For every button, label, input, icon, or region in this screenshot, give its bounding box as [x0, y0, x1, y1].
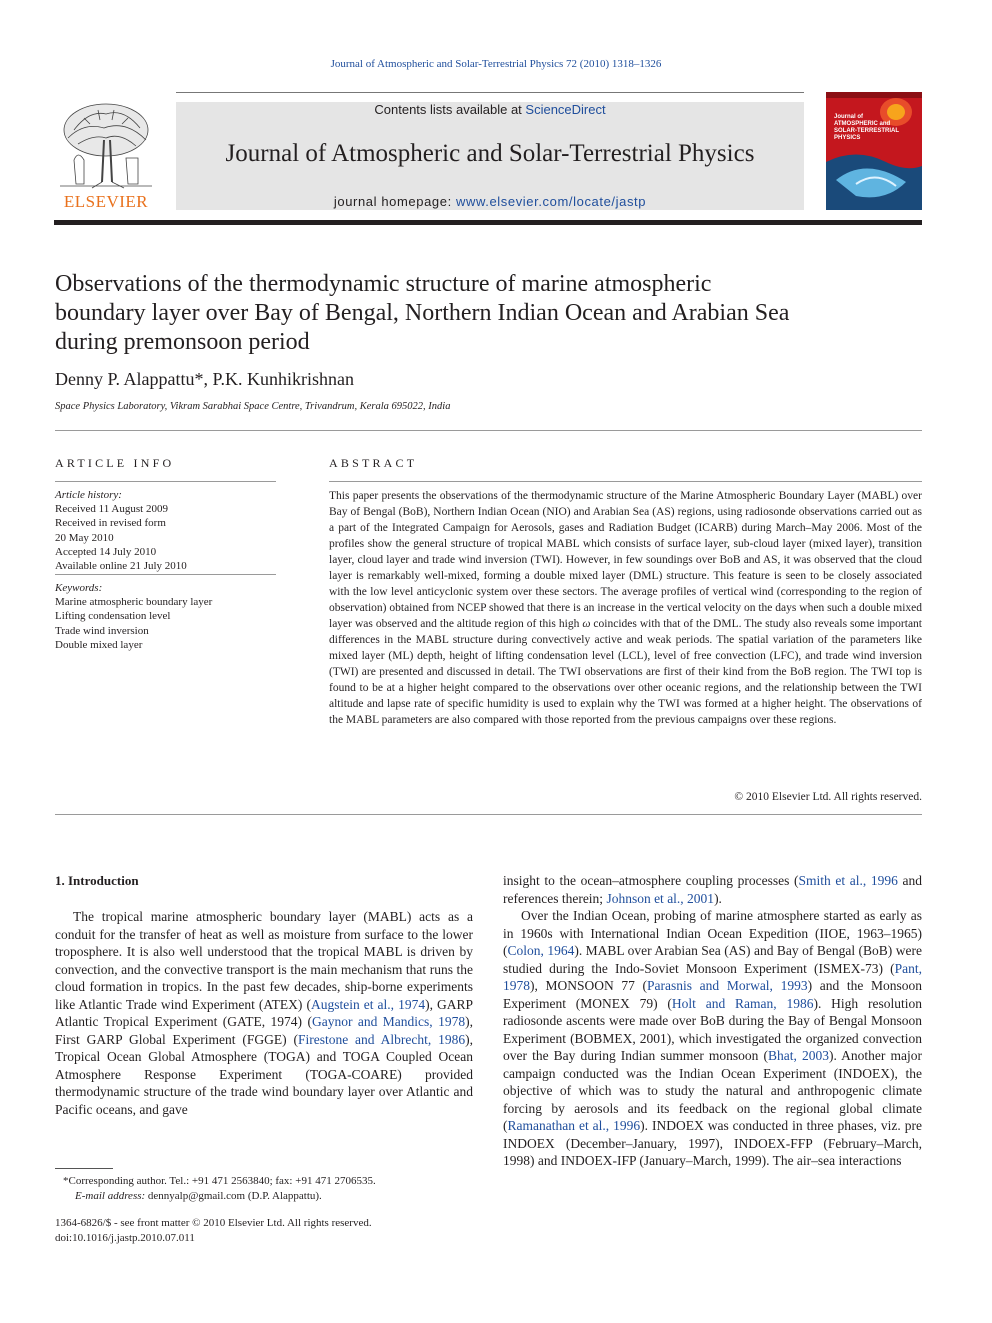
history-heading: Article history:	[55, 489, 122, 501]
omega-symbol: ω	[582, 618, 591, 630]
history-item: 20 May 2010	[55, 531, 114, 544]
paragraph-text: Over the Indian Ocean, probing of marine atmosphere started as early as in 1960s with International Indian Ocean Expedition (IIOE, 1963–1965) (	[503, 908, 922, 958]
divider	[55, 430, 922, 431]
paragraph	[503, 907, 922, 1170]
paragraph	[55, 908, 473, 1118]
email-label: E-mail address:	[75, 1189, 146, 1202]
citation-link[interactable]: Colon, 1964	[507, 943, 575, 958]
citation-link[interactable]: Bhat, 2003	[768, 1048, 829, 1063]
contents-prefix: Contents lists available at	[374, 102, 526, 117]
divider	[55, 481, 276, 482]
paragraph-text: The tropical marine atmospheric boundary layer (MABL) acts as a conduit for the transfer of heat as well as moisture from surface to the lower troposphere. It is also well understood that the tropical MABL is driven by convection, and the convective transport is the main mechanism that runs the cloud formation in tropics. In the past few decades, ship-borne experiments like Atlantic Trade wind Experiment (ATEX) (	[55, 909, 473, 1012]
elsevier-tree-icon	[54, 100, 158, 190]
history-item: Received in revised form	[55, 517, 166, 530]
citation-link[interactable]: Smith et al., 1996	[798, 873, 898, 888]
elsevier-wordmark: ELSEVIER	[63, 192, 149, 211]
abstract-body	[329, 488, 922, 728]
front-matter	[55, 1216, 372, 1245]
paragraph-text: insight to the ocean–atmosphere coupling processes (	[503, 873, 799, 888]
sciencedirect-link[interactable]: ScienceDirect	[525, 102, 606, 117]
footnote	[55, 1174, 475, 1203]
journal-cover[interactable]	[826, 92, 922, 210]
body-right-column	[503, 872, 922, 1170]
paragraph	[503, 872, 922, 907]
cover-art-icon	[826, 92, 922, 210]
history-item: Accepted 14 July 2010	[55, 545, 157, 558]
citation-link[interactable]: Johnson et al., 2001	[606, 890, 715, 906]
citation-link[interactable]: Parasnis and Morwal, 1993	[647, 978, 808, 993]
email-address[interactable]: dennyalp@gmail.com (D.P. Alappattu).	[145, 1189, 322, 1202]
issn-line: 1364-6826/$ - see front matter © 2010 Elsevier Ltd. All rights reserved.	[55, 1217, 372, 1229]
corresponding-note	[55, 1174, 475, 1189]
keyword: Marine atmospheric boundary layer	[55, 596, 213, 609]
title-line: during premonsoon period	[55, 329, 310, 355]
abstract-label: ABSTRACT	[329, 456, 418, 470]
elsevier-logo[interactable]	[54, 100, 158, 212]
keyword: Double mixed layer	[55, 638, 143, 651]
author-separator: ,	[203, 369, 213, 389]
footnote-rule	[55, 1168, 113, 1169]
paragraph-text: ).	[714, 890, 722, 906]
title-line: boundary layer over Bay of Bengal, Northern Indian Ocean and Arabian Sea	[55, 300, 790, 326]
abstract-copyright: © 2010 Elsevier Ltd. All rights reserved.	[734, 791, 922, 803]
section-heading: 1. Introduction	[55, 873, 139, 888]
keywords-heading: Keywords:	[55, 582, 103, 594]
keyword: Trade wind inversion	[55, 624, 149, 637]
affiliation: Space Physics Laboratory, Vikram Sarabhai Space Centre, Trivandrum, Kerala 695022, India	[55, 401, 451, 412]
cover-title-line: ATMOSPHERIC and	[834, 120, 891, 127]
history-item: Received 11 August 2009	[55, 503, 168, 516]
abstract-text: This paper presents the observations of the thermodynamic structure of the Marine Atmospheric Boundary Layer (MABL) over Bay of Bengal (BoB), Northern Indian Ocean (NIO) and Arabian Sea (AS) regions, using radiosonde observations carried out as a part of the Integrated Campaign for Aerosols, gases and Radiation Budget (ICARB) during March–May 2006. Most of the profiles show the general structure of tropical MABL which consists of surface layer, sub-cloud layer (mixed layer), transition layer, cloud layer and trade wind inversion (TWI). However, in few soundings over BoB and AS, it was observed that the cloud layer is remarkably well-mixed, forming a double mixed layer (DML) structure. This feature is seen to be closely associated with the low level anticyclonic system over these sectors. The average profiles of vertical wind (corresponding to the region of observation) obtained from NCEP showed that there is an increase in the vertical velocity on the days when such a double mixed layer was observed and the altitude region of this high	[329, 490, 922, 630]
doi-link[interactable]: doi:10.1016/j.jastp.2010.07.011	[55, 1231, 195, 1244]
author-name[interactable]: Denny P. Alappattu	[55, 369, 195, 389]
homepage-prefix: journal homepage:	[333, 194, 456, 209]
citation-link[interactable]: Gaynor and Mandics, 1978	[311, 1014, 466, 1029]
banner-rule	[176, 92, 804, 93]
citation-link[interactable]: Ramanathan et al., 1996	[507, 1118, 641, 1133]
running-head[interactable]: Journal of Atmospheric and Solar-Terrestrial Physics 72 (2010) 1318–1326	[330, 58, 662, 70]
homepage-line	[176, 194, 804, 209]
article-history	[55, 488, 276, 573]
cover-title-line: PHYSICS	[834, 134, 861, 141]
citation-link[interactable]: Holt and Raman, 1986	[671, 995, 814, 1011]
journal-title: Journal of Atmospheric and Solar-Terrestrial Physics	[225, 140, 755, 167]
corresponding-text: Corresponding author. Tel.: +91 471 2563840; fax: +91 471 2706535.	[68, 1175, 376, 1187]
contents-line	[176, 102, 804, 117]
abstract-text: coincides with that of the DML. The study also reveals some important differences in the MABL structure during convectively active and weak periods. The spatial variation of the parameters like mixed layer (ML) depth, height of lifting condensation level (LCL), level of free convection (LFC), and trade wind inversion (TWI) are presented and discussed in detail. The TWI observations are first of their kind from the BoB region. The TWI top is found to be at a higher height compared to the observations over other oceanic regions, and the relationship between the TWI altitude and lapse rate of specific humidity is used to explain why the TWI was formed at a higher height. The observations of the MABL parameters are also compared with those reported from the previous campaigns over these regions.	[329, 618, 922, 726]
body-left-column	[55, 908, 473, 1118]
divider	[329, 481, 922, 482]
cover-title-line: Journal of	[834, 114, 864, 120]
paragraph-text: ). High resolution radiosonde ascents were made over BoB during the Bay of Bengal Monsoon Experiment (BOBMEX, 2001), which investigated the organized convection over the Bay during Indian summer monsoon (	[503, 995, 922, 1063]
paragraph-text: ) and the Monsoon Experiment (MONEX 79) (	[503, 978, 922, 1011]
paragraph-text: ). Another major campaign conducted was the Indian Ocean Experiment (INDOEX), the objective of which was to study the natural and anthropogenic climate forcing by aerosols and its feedback on the regional global climate (	[503, 1048, 922, 1133]
keywords	[55, 581, 276, 652]
paragraph-text: ), First GARP Global Experiment (FGGE) (	[55, 1014, 473, 1047]
footnote-mark: *	[63, 1175, 69, 1187]
citation-link[interactable]: Firestone and Albrecht, 1986	[297, 1031, 466, 1047]
article-title	[55, 270, 925, 357]
paragraph-text: ). INDOEX was conducted in three phases, viz. pre INDOEX (December–January, 1997), INDOEX-FFP (February–March, 1998) and INDOEX-IFP (January–March, 1999). The air–sea interactions	[503, 1118, 922, 1168]
divider	[55, 814, 922, 815]
keyword: Lifting condensation level	[55, 610, 171, 623]
authors	[55, 369, 354, 390]
cover-title-line: SOLAR-TERRESTRIAL	[834, 127, 899, 134]
paragraph-text: ). MABL over Arabian Sea (AS) and Bay of Bengal (BoB) were studied during the Indo-Soviet Monsoon Experiment (ISMEX-73) (	[503, 943, 922, 976]
history-item: Available online 21 July 2010	[55, 560, 187, 573]
citation-link[interactable]: Augstein et al., 1974	[310, 996, 426, 1012]
author-name[interactable]: P.K. Kunhikrishnan	[212, 369, 355, 389]
paragraph-text: and references therein;	[503, 873, 922, 906]
divider	[55, 574, 276, 575]
homepage-link[interactable]: www.elsevier.com/locate/jastp	[456, 194, 647, 209]
citation-link[interactable]: Pant, 1978	[503, 960, 922, 993]
cover-title	[834, 114, 914, 142]
header-rule	[54, 220, 922, 225]
corresponding-mark[interactable]: *	[194, 369, 204, 389]
journal-banner	[176, 102, 804, 210]
email-note	[55, 1189, 475, 1204]
paragraph-text: ), Tropical Ocean Global Atmosphere (TOGA) and TOGA Coupled Ocean Atmosphere Response Experiment (TOGA-COARE) provided thermodynamic structure of the trade wind boundary layer over Atlantic and Pacific oceans, and gave	[55, 1031, 473, 1117]
title-line: Observations of the thermodynamic structure of marine atmospheric	[55, 271, 712, 297]
article-info-label: ARTICLE INFO	[55, 456, 175, 470]
paragraph-text: ), GARP Atlantic Tropical Experiment (GATE, 1974) (	[55, 996, 474, 1029]
paragraph-text: ), MONSOON 77 (	[530, 978, 648, 993]
